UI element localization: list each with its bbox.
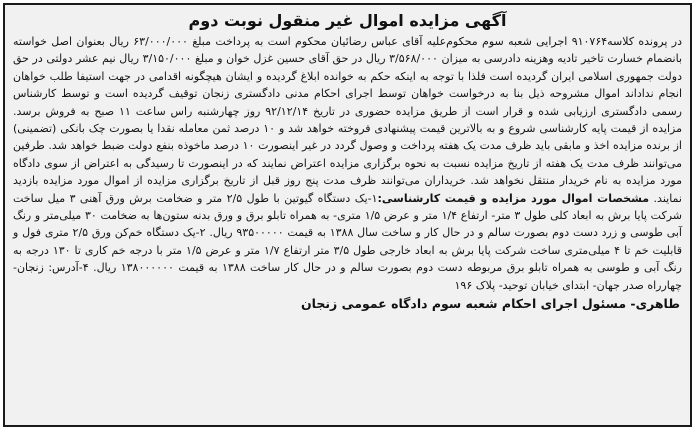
notice-signature: طاهری- مسئول اجرای احکام شعبه سوم دادگاه عمومی زنجان — [300, 296, 680, 312]
notice-frame — [3, 3, 692, 427]
notice-subheading: مشخصات اموال مورد مزایده و قیمت کارشناسی: — [377, 191, 650, 205]
notice-paragraph-2: ۱-یک دستگاه گیوتین با طول ۲/۵ متر و ضخامت برش ورق آهنی ۳ میل ساخت شرکت پایا برش به ابعاد کلی طول ۳ متر- ارتفاع ۱/۴ متر و عرض ۱/۵ متری- به همراه تابلو برق و ورق بدنه ستون‌ها به ضخامت ۳۰ میلی‌متر و رنگ آبی طوسی و زرد دست دوم بصورت سالم و در حال کار و ساخت سال ۱۳۸۸ به قیمت ۹۳۵۰۰۰۰۰ ریال. ۲-یک دستگاه خم‌کن ورق ۲/۵ متری فول و قابلیت خم تا ۴ میلی‌متری ساخت شرکت پایا برش به ابعاد خارجی طول ۳/۵ متر ارتفاع ۱/۷ متر و عرض ۱/۵ متر با درجه خم کاری تا ۱۳۰ درجه به رنگ آبی و طوسی به همراه تابلو برق مربوطه دست دوم بصورت سالم و در حال کار ساخت ۱۳۸۸ به قیمت ۱۳۸۰۰۰۰۰۰ ریال. ۴-آدرس: زنجان- چهارراه صدر جهان- ابتدای خیابان توحید- پلاک ۱۹۶ — [13, 191, 683, 292]
notice-title: آگهی مزایده اموال غیر منقول نوبت دوم — [188, 11, 507, 30]
notice-body — [5, 33, 690, 294]
notice-paragraph-1: در پرونده کلاسه۹۱۰۷۶۴ اجرایی شعبه سوم محکوم‌علیه آقای عباس رضائیان محکوم است به پرداخت مبلغ ۶۳/۰۰۰/۰۰۰ ریال بعنوان اصل خواسته بانضمام خسارت تاخیر تادیه وهزینه دادرسی به میزان ۳/۵۶۸/۰۰۰ ریال در حق آقای حسین غزل خوان و مبلغ ۳/۱۵۰/۰۰۰ ریال نیم عشر دولتی در حق دولت جمهوری اسلامی ایران گردیده است فلذا با توجه به اینکه حکم به خوانده ابلاغ گردیده و ایشان هیچگونه اقدامی در جهت استیفا طلب خواهان انجام نداداند اموال مشروحه ذیل بنا به درخواست خواهان توسط اجرای احکام مدنی دادگستری زنجان توقیف گردیده است و توسط کارشناس رسمی دادگستری ارزیابی شده و قرار است از طریق مزایده حضوری در تاریخ ۹۲/۱۲/۱۴ روز چهارشنبه راس ساعت ۱۱ صبح به فروش برسد. مزایده از قیمت پایه کارشناسی شروع و به بالاترین قیمت پیشنهادی فروخته خواهد شد و ۱۰ درصد ثمن معامله نقدا یا بصورت چک بانکی (تضمینی) از برنده مزایده اخذ و مابقی باید ظرف مدت یک هفته پرداخت و وصول گردد در غیر اینصورت ۱۰ درصد ماخوذه بنفع دولت ضبط خواهد شد. طرفین می‌توانند ظرف مدت یک هفته از تاریخ مزایده نسبت به نحوه برگزاری مزایده اعتراض نمایند که در اینصورت تا رسیدگی به اعتراض از سوی دادگاه مورد مزایده به نام خریدار منتقل نخواهد شد. خریداران می‌توانند ظرف مدت پنج روز قبل از تاریخ برگزاری مزایده از اموال مورد مزایده بازدید نمایند. — [13, 35, 683, 205]
